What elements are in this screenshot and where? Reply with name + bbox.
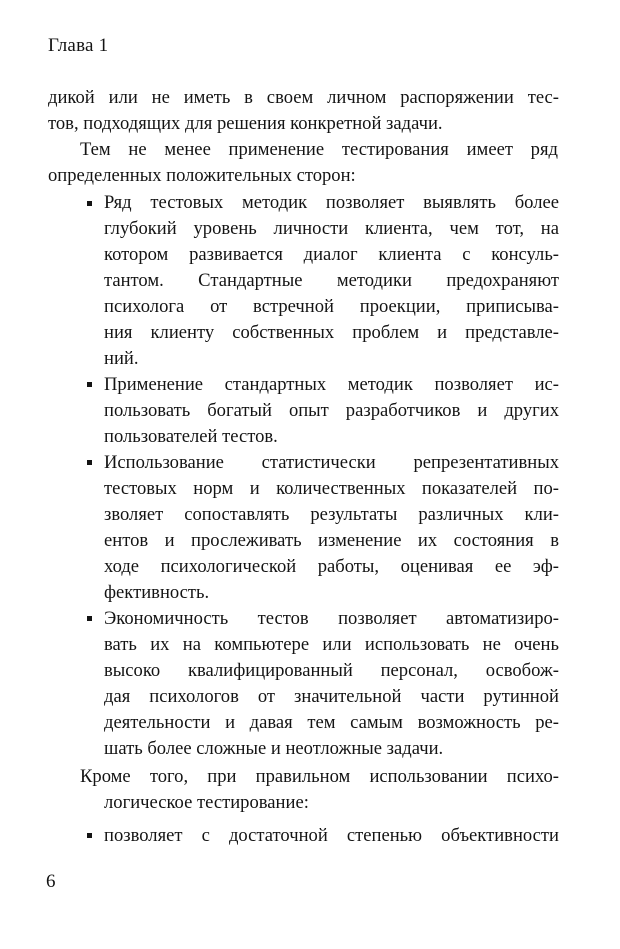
text-line: высоко квалифицированный персонал, освобож- <box>104 660 559 681</box>
text-line: определенных положительных сторон: <box>48 165 356 186</box>
text-line: Экономичность тестов позволяет автоматизиро- <box>104 608 559 629</box>
text-line: вать их на компьютере или использовать не очень <box>104 634 559 655</box>
text-line: ходе психологической работы, оценивая ее эф- <box>104 556 559 577</box>
text-line: Тем не менее применение тестирования имеет ряд <box>80 139 558 160</box>
text-line: психолога от встречной проекции, приписыва- <box>104 296 559 317</box>
running-head: Глава 1 <box>48 35 109 56</box>
text-line: зволяет сопоставлять результаты различных кли- <box>104 504 559 525</box>
text-line: дая психологов от значительной части рутинной <box>104 686 559 707</box>
text-line: Кроме того, при правильном использовании психо- <box>80 766 559 787</box>
bullet-icon <box>87 460 92 465</box>
text-line: пользователей тестов. <box>104 426 278 447</box>
text-line: деятельности и давая тем самым возможность ре- <box>104 712 559 733</box>
text-line: шать более сложные и неотложные задачи. <box>104 738 444 759</box>
text-line: тов, подходящих для решения конкретной задачи. <box>48 113 443 134</box>
text-line: ний. <box>104 348 139 369</box>
text-line: ентов и прослеживать изменение их состояния в <box>104 530 559 551</box>
bullet-icon <box>87 201 92 206</box>
text-line: Применение стандартных методик позволяет ис- <box>104 374 559 395</box>
text-line: позволяет с достаточной степенью объективности <box>104 825 559 846</box>
text-line: тестовых норм и количественных показателей по- <box>104 478 559 499</box>
text-line: тантом. Стандартные методики предохраняют <box>104 270 559 291</box>
page-number: 6 <box>46 871 56 892</box>
text-line: Использование статистически репрезентативных <box>104 452 559 473</box>
text-line: пользовать богатый опыт разработчиков и других <box>104 400 559 421</box>
bullet-icon <box>87 382 92 387</box>
bullet-icon <box>87 616 92 621</box>
text-line: глубокий уровень личности клиента, чем тот, на <box>104 218 559 239</box>
text-line: Ряд тестовых методик позволяет выявлять более <box>104 192 559 213</box>
text-line: ния клиенту собственных проблем и представле- <box>104 322 559 343</box>
bullet-icon <box>87 833 92 838</box>
text-line: котором развивается диалог клиента с консуль- <box>104 244 559 265</box>
text-line: дикой или не иметь в своем личном распоряжении тес- <box>48 87 559 108</box>
text-line: логическое тестирование: <box>104 792 309 813</box>
text-line: фективность. <box>104 582 210 603</box>
